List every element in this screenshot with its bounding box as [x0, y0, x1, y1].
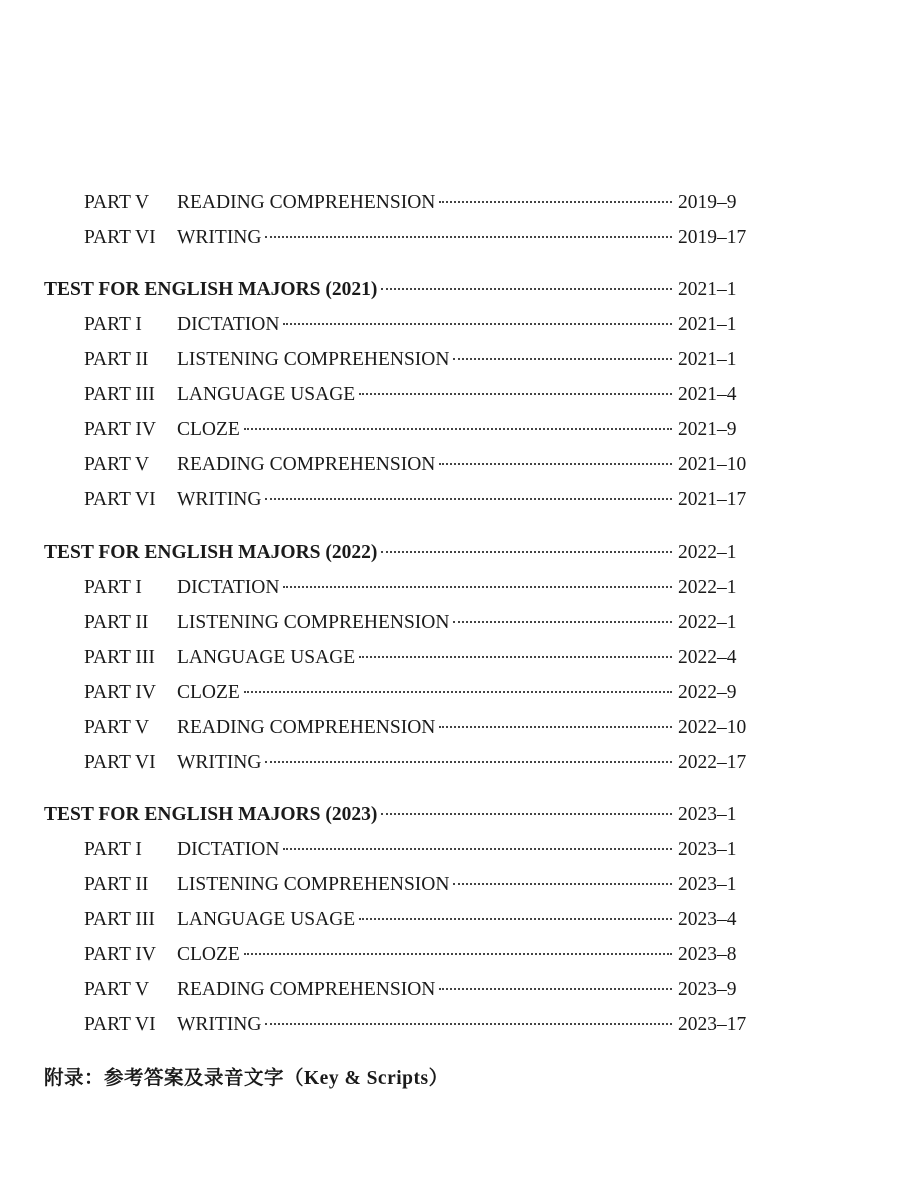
part-number: PART II	[84, 612, 149, 633]
dot-leader	[381, 551, 672, 553]
appendix-entry[interactable]	[44, 1063, 449, 1093]
page-number: 2021–9	[678, 419, 737, 440]
part-title: WRITING	[177, 752, 262, 773]
page-number: 2022–1	[678, 542, 737, 563]
page-number: 2022–1	[678, 577, 737, 598]
appendix-close-paren: ）	[428, 1066, 449, 1089]
toc-row[interactable]	[0, 310, 898, 340]
toc-row[interactable]	[0, 188, 898, 218]
dot-leader	[265, 498, 672, 500]
part-number: PART II	[84, 349, 149, 370]
part-number: PART II	[84, 874, 149, 895]
toc-row[interactable]	[0, 485, 898, 515]
page-number: 2023–8	[678, 944, 737, 965]
page-number: 2023–1	[678, 839, 737, 860]
page-number: 2021–1	[678, 279, 737, 300]
dot-leader	[359, 656, 672, 658]
dot-leader	[439, 463, 672, 465]
appendix-label: 附录：参考答案及录音文字（	[44, 1066, 305, 1089]
dot-leader	[244, 428, 672, 430]
toc-row[interactable]	[0, 223, 898, 253]
test-heading-2023[interactable]	[0, 800, 898, 830]
toc-row[interactable]	[0, 450, 898, 480]
page-number: 2021–10	[678, 454, 747, 475]
part-number: PART V	[84, 717, 150, 738]
toc-row[interactable]	[0, 975, 898, 1005]
toc-row[interactable]	[0, 415, 898, 445]
part-title: LISTENING COMPREHENSION	[177, 349, 450, 370]
toc-row[interactable]	[0, 905, 898, 935]
part-title: DICTATION	[177, 314, 280, 335]
test-title: TEST FOR ENGLISH MAJORS (2023)	[44, 804, 378, 825]
part-title: READING COMPREHENSION	[177, 192, 436, 213]
test-title: TEST FOR ENGLISH MAJORS (2021)	[44, 279, 378, 300]
dot-leader	[381, 288, 672, 290]
toc-row[interactable]	[0, 345, 898, 375]
toc-row[interactable]	[0, 678, 898, 708]
page-number: 2019–9	[678, 192, 737, 213]
page-number: 2022–4	[678, 647, 737, 668]
part-title: READING COMPREHENSION	[177, 979, 436, 1000]
toc-row[interactable]	[0, 713, 898, 743]
page-number: 2023–17	[678, 1014, 747, 1035]
part-title: READING COMPREHENSION	[177, 454, 436, 475]
part-number: PART V	[84, 979, 150, 1000]
test-heading-2021[interactable]	[0, 275, 898, 305]
part-number: PART VI	[84, 227, 156, 248]
dot-leader	[381, 813, 672, 815]
test-heading-2022[interactable]	[0, 538, 898, 568]
part-title: LISTENING COMPREHENSION	[177, 874, 450, 895]
toc-row[interactable]	[0, 380, 898, 410]
page-number: 2021–4	[678, 384, 737, 405]
part-title: LANGUAGE USAGE	[177, 909, 356, 930]
dot-leader	[359, 918, 672, 920]
dot-leader	[359, 393, 672, 395]
page-number: 2023–4	[678, 909, 737, 930]
part-title: LISTENING COMPREHENSION	[177, 612, 450, 633]
part-title: CLOZE	[177, 419, 240, 440]
toc-row[interactable]	[0, 940, 898, 970]
dot-leader	[439, 726, 672, 728]
part-title: CLOZE	[177, 944, 240, 965]
part-number: PART VI	[84, 752, 156, 773]
dot-leader	[244, 691, 672, 693]
part-title: READING COMPREHENSION	[177, 717, 436, 738]
dot-leader	[283, 586, 672, 588]
part-title: WRITING	[177, 489, 262, 510]
page-number: 2023–1	[678, 874, 737, 895]
appendix-latin-title: Key & Scripts	[304, 1068, 429, 1089]
toc-row[interactable]	[0, 573, 898, 603]
toc-row[interactable]	[0, 748, 898, 778]
toc-row[interactable]	[0, 643, 898, 673]
page-number: 2021–1	[678, 349, 737, 370]
part-number: PART IV	[84, 944, 156, 965]
dot-leader	[265, 1023, 672, 1025]
toc-row[interactable]	[0, 835, 898, 865]
part-title: DICTATION	[177, 577, 280, 598]
part-number: PART III	[84, 384, 155, 405]
part-title: LANGUAGE USAGE	[177, 647, 356, 668]
toc-row[interactable]	[0, 608, 898, 638]
dot-leader	[453, 358, 672, 360]
part-number: PART III	[84, 647, 155, 668]
dot-leader	[283, 848, 672, 850]
page-number: 2022–10	[678, 717, 747, 738]
page-number: 2019–17	[678, 227, 747, 248]
toc-row[interactable]	[0, 870, 898, 900]
part-number: PART I	[84, 577, 142, 598]
toc-row[interactable]	[0, 1010, 898, 1040]
part-number: PART V	[84, 192, 150, 213]
part-number: PART VI	[84, 1014, 156, 1035]
part-title: WRITING	[177, 1014, 262, 1035]
part-number: PART IV	[84, 682, 156, 703]
dot-leader	[439, 988, 672, 990]
test-title: TEST FOR ENGLISH MAJORS (2022)	[44, 542, 378, 563]
dot-leader	[283, 323, 672, 325]
page-number: 2022–9	[678, 682, 737, 703]
page-number: 2021–1	[678, 314, 737, 335]
page-number: 2023–9	[678, 979, 737, 1000]
part-number: PART III	[84, 909, 155, 930]
part-number: PART V	[84, 454, 150, 475]
part-title: WRITING	[177, 227, 262, 248]
part-number: PART I	[84, 314, 142, 335]
part-number: PART VI	[84, 489, 156, 510]
part-title: DICTATION	[177, 839, 280, 860]
part-number: PART I	[84, 839, 142, 860]
part-title: LANGUAGE USAGE	[177, 384, 356, 405]
page-number: 2023–1	[678, 804, 737, 825]
dot-leader	[453, 883, 672, 885]
dot-leader	[453, 621, 672, 623]
page-number: 2022–1	[678, 612, 737, 633]
dot-leader	[439, 201, 672, 203]
dot-leader	[244, 953, 672, 955]
part-title: CLOZE	[177, 682, 240, 703]
part-number: PART IV	[84, 419, 156, 440]
page-number: 2022–17	[678, 752, 747, 773]
page-number: 2021–17	[678, 489, 747, 510]
dot-leader	[265, 236, 672, 238]
dot-leader	[265, 761, 672, 763]
